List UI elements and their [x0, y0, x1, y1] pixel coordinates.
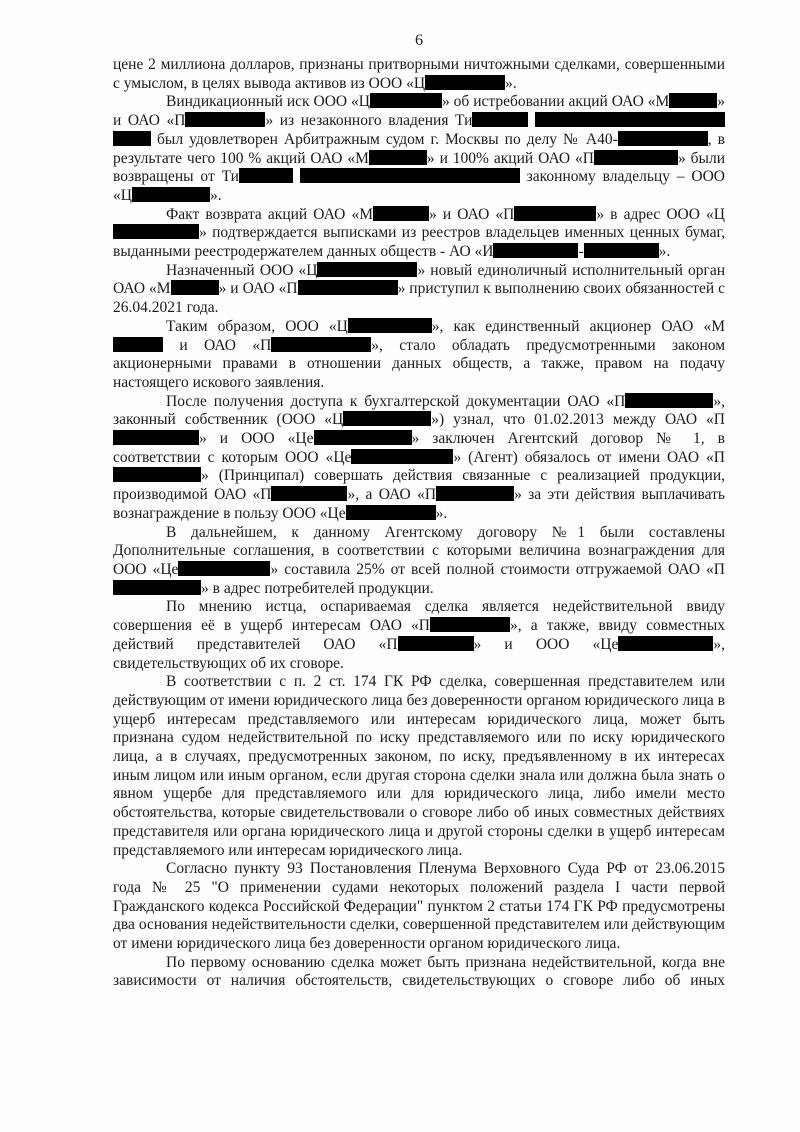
redaction-bar — [271, 337, 371, 352]
redaction-bar — [113, 337, 163, 352]
redaction-bar — [178, 561, 270, 576]
redaction-bar — [472, 112, 528, 127]
paragraph: Назначенный ООО «Ц » новый единоличный исполнительный орган ОАО «М » и ОАО «П » приступил к выполнению своих обязанностей с 26.04.2021 года. — [113, 261, 725, 317]
redaction-bar — [351, 449, 453, 464]
redaction-bar — [317, 262, 417, 277]
redaction-bar — [398, 636, 474, 651]
paragraph: В соответствии с п. 2 ст. 174 ГК РФ сделка, совершенная представителем или действующим от имени юридического лица без доверенности органом юридического лица в ущерб интересам представляемого или интересам юридического лица, может быть признана судом недействительной по иску представляемого или по иску юридического лица, а в случаях, предусмотренных законом, по иску, предъявленному в их интересах иным лицом или иным органом, если другая сторона сделки знала или должна была знать о явном ущербе для представляемого или для юридического лица, либо имели место обстоятельства, которые свидетельствовали о сговоре либо об иных совместных действиях представителя или органа юридического лица и другой стороны сделки в ущерб интересам представляемого или интересам юридического лица. — [113, 673, 725, 859]
redaction-bar — [425, 75, 505, 90]
paragraph: Факт возврата акций ОАО «М » и ОАО «П » в адрес ООО «Ц» подтверждается выписками из реестров владельцев именных ценных бумаг, выданными реестродержателем данных обществ - АО «И - ». — [113, 205, 725, 261]
paragraph: Согласно пункту 93 Постановления Пленума Верховного Суда РФ от 23.06.2015 года № 25 "О применении судами некоторых положений раздела I части первой Гражданского кодекса Российской Федерации" пунктом 2 статьи 174 ГК РФ предусмотрены два основания недействительности сделки, совершенной представителем или действующим от имени юридического лица без доверенности органом юридического лица. — [113, 860, 725, 953]
redaction-bar — [618, 636, 713, 651]
redaction-bar — [343, 411, 431, 426]
redaction-bar — [185, 112, 265, 127]
redaction-bar — [514, 206, 596, 221]
redaction-bar — [370, 93, 442, 108]
paragraph: В дальнейшем, к данному Агентскому договору №1 были составлены Дополнительные соглашения, в соответствии с которыми величина вознаграждения для ООО «Це » составила 25% от всей полной стоимости отгружаемой ОАО «П» в адрес потребителей продукции. — [113, 523, 725, 597]
page-number: 6 — [415, 32, 423, 49]
paragraph: Виндикационный иск ООО «Ц » об истребовании акций ОАО «М » и ОАО «П » из незаконного владения Ти был удовлетворен Арбитражным судом г. Москвы по делу № А40- , в результате чего 100 % акций ОАО «М » и 100% акций ОАО «П » были возвращены от Ти законному владельцу – ООО «Ц ». — [113, 93, 726, 204]
redaction-bar — [535, 112, 725, 127]
redaction-bar — [348, 318, 432, 333]
redaction-bar — [171, 280, 219, 295]
paragraph: По первому основанию сделка может быть признана недействительной, когда вне зависимости от наличия обстоятельств, свидетельствующих о сговоре либо об иных — [113, 953, 725, 990]
paragraph: Таким образом, ООО «Ц », как единственный акционер ОАО «М и ОАО «П », стало обладать предусмотренными законом акционерными правами в отношении данных обществ, а также, правом на подачу настоящего искового заявления. — [113, 317, 725, 391]
redaction-bar — [271, 486, 347, 501]
redaction-bar — [132, 187, 210, 202]
redaction-bar — [373, 206, 429, 221]
redaction-bar — [113, 430, 199, 445]
redaction-bar — [436, 486, 514, 501]
redaction-bar — [669, 93, 717, 108]
redaction-bar — [239, 168, 293, 183]
redaction-bar — [298, 280, 398, 295]
redaction-bar — [369, 150, 427, 165]
redaction-bar — [493, 243, 578, 258]
redaction-bar — [346, 505, 436, 520]
paragraph: цене 2 миллиона долларов, признаны притворными ничтожными сделками, совершенными с умыслом, в целях вывода активов из ООО «Ц ». — [113, 56, 725, 92]
redaction-bar — [113, 467, 201, 482]
document-body — [113, 56, 725, 991]
redaction-bar — [113, 580, 201, 595]
redaction-bar — [314, 430, 412, 445]
paragraph: По мнению истца, оспариваемая сделка является недействительной ввиду совершения её в ущерб интересам ОАО «П », а также, ввиду совместных действий представителей ОАО «П » и ООО «Це », свидетельствующих об их сговоре. — [113, 598, 726, 672]
redaction-bar — [584, 243, 659, 258]
redaction-bar — [300, 168, 520, 183]
redaction-bar — [430, 617, 510, 632]
redaction-bar — [113, 131, 151, 146]
redaction-bar — [618, 131, 708, 146]
redaction-bar — [113, 224, 199, 239]
redaction-bar — [594, 150, 678, 165]
paragraph: После получения доступа к бухгалтерской документации ОАО «П », законный собственник (ООО «Ц ») узнал, что 01.02.2013 между ОАО «П» и ООО «Це » заключен Агентский договор № 1, в соответствии с которым ООО «Це » (Агент) обязалось от имени ОАО «П» (Принципал) совершать действия связанные с реализацией продукции, производимой ОАО «П », а ОАО «П » за эти действия выплачивать вознаграждение в пользу ООО «Це ». — [113, 392, 725, 522]
redaction-bar — [625, 393, 713, 408]
